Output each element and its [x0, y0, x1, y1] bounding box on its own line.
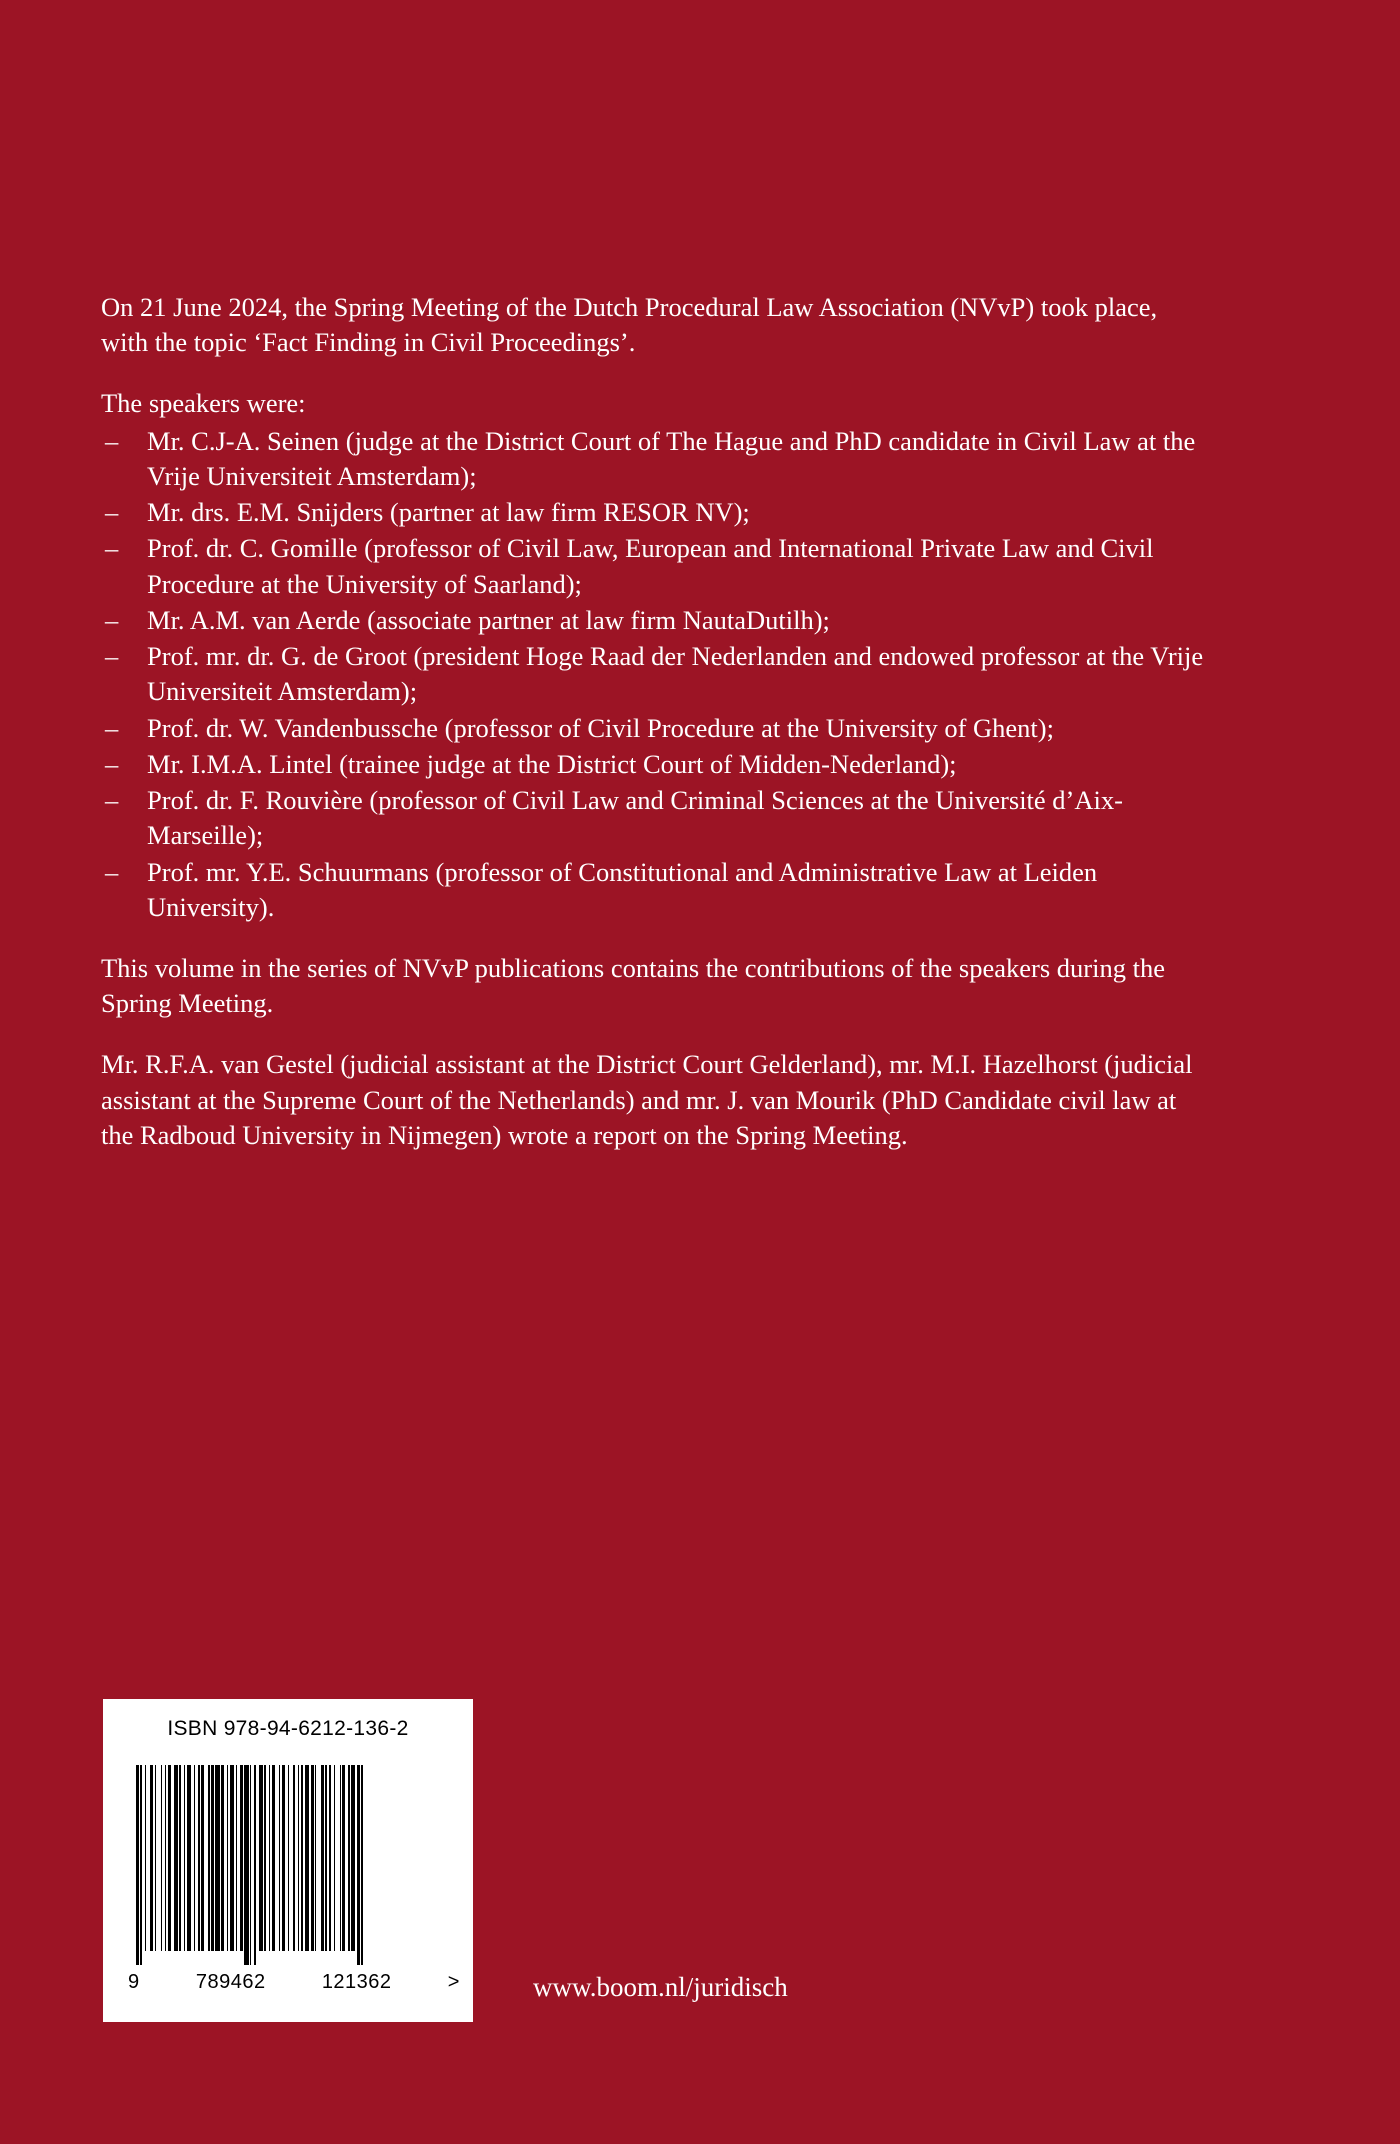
- dash-marker: –: [105, 425, 119, 456]
- list-item: [101, 495, 1206, 530]
- list-item: [101, 639, 1206, 709]
- barcode-digit: 121362: [321, 1971, 392, 1993]
- publisher-website[interactable]: www.boom.nl/juridisch: [533, 1972, 788, 2002]
- dash-marker: –: [105, 533, 119, 564]
- barcode-digit-group-4: [445, 1971, 463, 1994]
- barcode-digit-group-3: [319, 1971, 395, 1994]
- list-item-label: Mr. A.M. van Aerde (associate partner at law firm NautaDutilh);: [147, 604, 830, 635]
- barcode-digit: 9: [128, 1971, 140, 1993]
- list-item: [101, 747, 1206, 782]
- list-item: [101, 783, 1206, 853]
- list-item-label: Mr. drs. E.M. Snijders (partner at law firm RESOR NV);: [147, 497, 750, 528]
- list-item-label: Prof. dr. W. Vandenbussche (professor of Civil Procedure at the University of Ghent);: [147, 712, 1054, 743]
- list-item: [101, 424, 1206, 494]
- list-item-label: Prof. dr. C. Gomille (professor of Civil Law, European and International Private Law and Civil Procedure at the University of Saarland);: [147, 533, 1154, 599]
- list-item-label: Prof. mr. Y.E. Schuurmans (professor of Constitutional and Administrative Law at Leiden University).: [147, 856, 1098, 922]
- dash-marker: –: [105, 856, 119, 887]
- dash-marker: –: [105, 785, 119, 816]
- list-item: [101, 711, 1206, 746]
- list-item-label: Mr. I.M.A. Lintel (trainee judge at the District Court of Midden-Nederland);: [147, 748, 957, 779]
- dash-marker: –: [105, 641, 119, 672]
- dash-marker: –: [105, 497, 119, 528]
- list-item: [101, 603, 1206, 638]
- list-item-label: Prof. mr. dr. G. de Groot (president Hoge Raad der Nederlanden and endowed professor at the Vrije Universiteit Amsterdam);: [147, 641, 1204, 707]
- isbn-barcode: [103, 1699, 473, 2022]
- dash-marker: –: [105, 748, 119, 779]
- list-item-label: Prof. dr. F. Rouvière (professor of Civil Law and Criminal Sciences at the Université d’Aix-Marseille);: [147, 785, 1123, 851]
- intro-paragraph: On 21 June 2024, the Spring Meeting of the Dutch Procedural Law Association (NVvP) took place, with the topic ‘Fact Finding in Civil Proceedings’.: [101, 292, 1158, 358]
- barcode-bars: [136, 1765, 441, 1965]
- list-item: [101, 855, 1206, 925]
- barcode-digit-group-2: [193, 1971, 269, 1994]
- back-cover-text: [101, 290, 1206, 1179]
- barcode-digits: [125, 1971, 463, 1994]
- isbn-label: ISBN 978-94-6212-136-2: [167, 1717, 409, 1740]
- list-item-label: Mr. C.J-A. Seinen (judge at the District Court of The Hague and PhD candidate in Civil Law at the Vrije Universiteit Amsterdam);: [147, 425, 1196, 491]
- dash-marker: –: [105, 712, 119, 743]
- report-note: Mr. R.F.A. van Gestel (judicial assistant at the District Court Gelderland), mr. M.I. Hazelhorst (judicial assistant at the Supreme Court of the Netherlands) and mr. J. van Mourik (PhD Candidate civil law at the Radboud University in Nijmegen) wrote a report on the Spring Meeting.: [101, 1049, 1193, 1150]
- barcode-digit: 789462: [195, 1971, 266, 1993]
- speaker-list: [101, 424, 1206, 925]
- volume-note: This volume in the series of NVvP publications contains the contributions of the speakers during the Spring Meeting.: [101, 952, 1165, 1019]
- dash-marker: –: [105, 604, 119, 635]
- speakers-intro: The speakers were:: [101, 388, 306, 419]
- barcode-digit-group-1: [125, 1971, 143, 1994]
- barcode-digit: >: [447, 1971, 460, 1993]
- list-item: [101, 531, 1206, 601]
